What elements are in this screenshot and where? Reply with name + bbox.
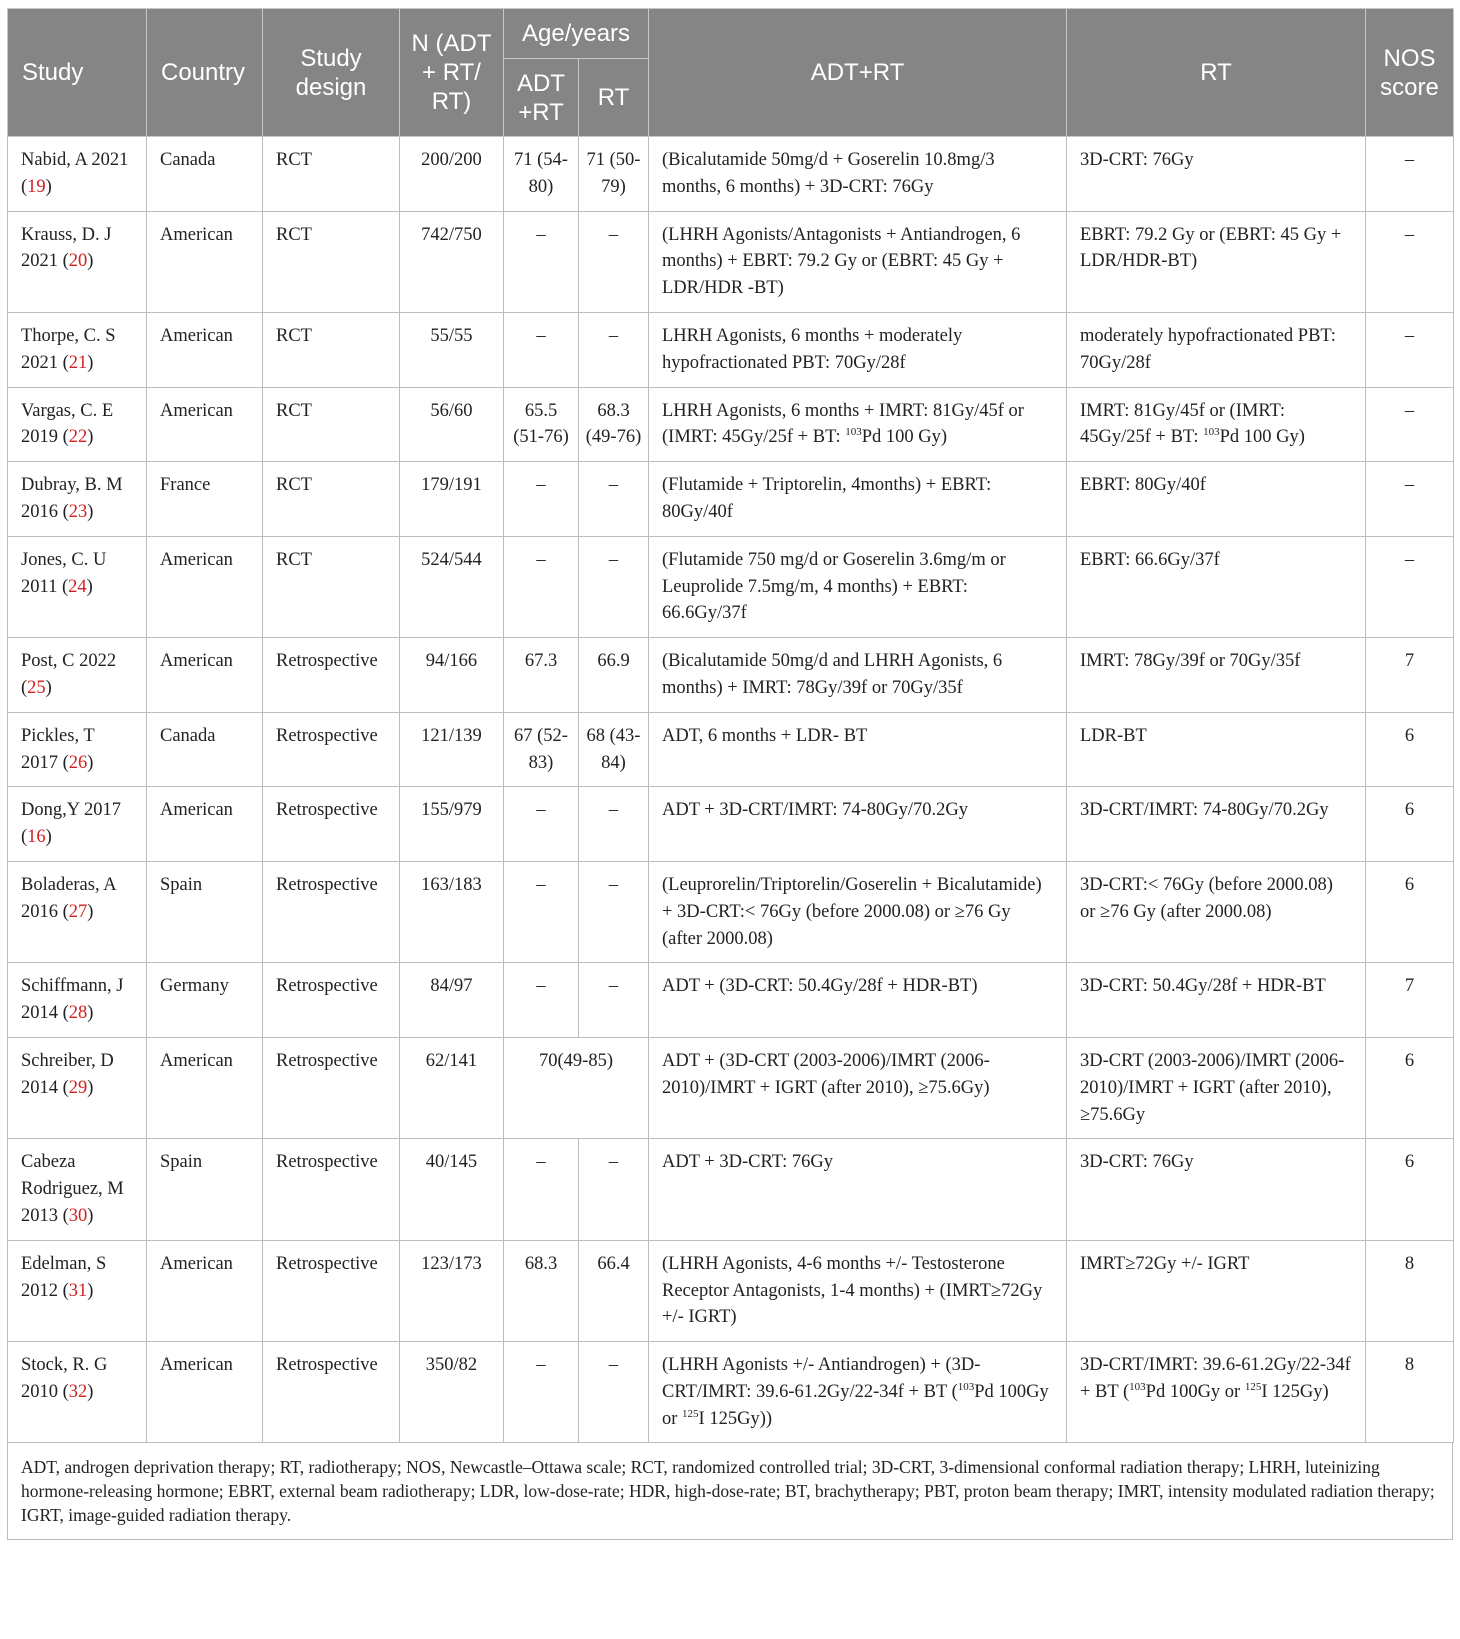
cell-age-adt-rt: –	[504, 462, 579, 537]
cell-adt-rt-regimen: ADT + (3D-CRT (2003-2006)/IMRT (2006-2010)/IMRT + IGRT (after 2010), ≥75.6Gy)	[649, 1037, 1067, 1138]
cell-age-rt: 68 (43-84)	[579, 712, 649, 787]
cell-age-adt-rt: –	[504, 1342, 579, 1443]
cell-n: 123/173	[400, 1240, 504, 1341]
header-row-1	[8, 9, 1454, 59]
cell-n: 524/544	[400, 536, 504, 637]
cell-country: American	[147, 211, 263, 312]
cell-rt-regimen: 3D-CRT:< 76Gy (before 2000.08) or ≥76 Gy (after 2000.08)	[1067, 861, 1366, 962]
cell-adt-rt-regimen: LHRH Agonists, 6 months + IMRT: 81Gy/45f or (IMRT: 45Gy/25f + BT: $^{103}$Pd 100 Gy)	[649, 387, 1067, 462]
cell-study-design: RCT	[263, 387, 400, 462]
cell-study-design: RCT	[263, 462, 400, 537]
cell-rt-regimen: IMRT: 78Gy/39f or 70Gy/35f	[1067, 638, 1366, 713]
table-row	[8, 712, 1454, 787]
cell-rt-regimen: 3D-CRT/IMRT: 39.6-61.2Gy/22-34f + BT ($^{103}$Pd 100Gy or $^{125}$I 125Gy)	[1067, 1342, 1366, 1443]
cell-nos-score: 6	[1366, 712, 1454, 787]
cell-adt-rt-regimen: LHRH Agonists, 6 months + moderately hypofractionated PBT: 70Gy/28f	[649, 312, 1067, 387]
cell-n: 350/82	[400, 1342, 504, 1443]
cell-nos-score: 7	[1366, 638, 1454, 713]
reference-link[interactable]: 25	[27, 677, 46, 698]
cell-n: 40/145	[400, 1139, 504, 1240]
cell-age-adt-rt: 67 (52-83)	[504, 712, 579, 787]
study-name: Stock, R. G 2010	[21, 1355, 108, 1402]
study-name: Dubray, B. M 2016	[21, 475, 123, 522]
header-age: Age/years	[504, 9, 649, 59]
cell-rt-regimen: 3D-CRT (2003-2006)/IMRT (2006-2010)/IMRT + IGRT (after 2010), ≥75.6Gy	[1067, 1037, 1366, 1138]
cell-nos-score: –	[1366, 211, 1454, 312]
cell-country: Germany	[147, 963, 263, 1038]
study-name: Edelman, S 2012	[21, 1253, 107, 1301]
cell-age-merged: 70(49-85)	[504, 1037, 649, 1138]
study-name: Cabeza Rodriguez, M 2013	[21, 1152, 124, 1226]
study-name: Jones, C. U 2011	[21, 549, 107, 597]
cell-country: Canada	[147, 137, 263, 212]
cell-rt-regimen: moderately hypofractionated PBT: 70Gy/28f	[1067, 312, 1366, 387]
cell-n: 200/200	[400, 137, 504, 212]
cell-nos-score: –	[1366, 312, 1454, 387]
header-age-adt-rt: ADT +RT	[504, 59, 579, 137]
cell-nos-score: 6	[1366, 787, 1454, 862]
cell-n: 163/183	[400, 861, 504, 962]
cell-age-rt: –	[579, 1139, 649, 1240]
reference-link[interactable]: 24	[68, 576, 87, 597]
cell-age-rt: –	[579, 963, 649, 1038]
reference-link[interactable]: 30	[68, 1205, 88, 1226]
table-body	[8, 137, 1454, 1443]
cell-age-rt: 66.9	[579, 638, 649, 713]
cell-adt-rt-regimen: (Flutamide 750 mg/d or Goserelin 3.6mg/m or Leuprolide 7.5mg/m, 4 months) + EBRT: 66.6Gy/37f	[649, 536, 1067, 637]
cell-study: Stock, R. G 2010 (32)	[8, 1342, 147, 1443]
study-name: Pickles, T 2017	[21, 725, 95, 773]
cell-age-adt-rt: 68.3	[504, 1240, 579, 1341]
cell-study-design: Retrospective	[263, 963, 400, 1038]
cell-study: Boladeras, A 2016 (27)	[8, 861, 147, 962]
reference-link[interactable]: 29	[68, 1077, 88, 1098]
cell-age-rt: 71 (50-79)	[579, 137, 649, 212]
cell-age-adt-rt: 67.3	[504, 638, 579, 713]
cell-n: 84/97	[400, 963, 504, 1038]
cell-age-adt-rt: –	[504, 312, 579, 387]
cell-adt-rt-regimen: (LHRH Agonists +/- Antiandrogen) + (3D-CRT/IMRT: 39.6-61.2Gy/22-34f + BT ($^{103}$Pd 100Gy or $^{125}$I 125Gy))	[649, 1342, 1067, 1443]
table-row	[8, 312, 1454, 387]
cell-study: Jones, C. U 2011 (24)	[8, 536, 147, 637]
reference-link[interactable]: 31	[68, 1280, 88, 1301]
cell-study-design: Retrospective	[263, 1139, 400, 1240]
cell-rt-regimen: 3D-CRT: 76Gy	[1067, 137, 1366, 212]
cell-study-design: RCT	[263, 137, 400, 212]
cell-study: Pickles, T 2017 (26)	[8, 712, 147, 787]
cell-age-rt: –	[579, 462, 649, 537]
cell-adt-rt-regimen: ADT + (3D-CRT: 50.4Gy/28f + HDR-BT)	[649, 963, 1067, 1038]
cell-study: Cabeza Rodriguez, M 2013 (30)	[8, 1139, 147, 1240]
cell-age-rt: –	[579, 211, 649, 312]
cell-rt-regimen: 3D-CRT: 76Gy	[1067, 1139, 1366, 1240]
cell-study: Dubray, B. M 2016 (23)	[8, 462, 147, 537]
study-name: Post, C 2022	[21, 651, 117, 672]
cell-age-adt-rt: 65.5 (51-76)	[504, 387, 579, 462]
reference-link[interactable]: 28	[68, 1003, 88, 1024]
study-name: Schreiber, D 2014	[21, 1050, 114, 1098]
cell-adt-rt-regimen: (LHRH Agonists, 4-6 months +/- Testosterone Receptor Antagonists, 1-4 months) + (IMRT≥72Gy +/- IGRT)	[649, 1240, 1067, 1341]
study-name: Nabid, A 2021	[21, 150, 129, 170]
cell-study-design: RCT	[263, 312, 400, 387]
reference-link[interactable]: 23	[68, 501, 88, 522]
cell-country: France	[147, 462, 263, 537]
cell-age-adt-rt: –	[504, 963, 579, 1038]
cell-adt-rt-regimen: (Bicalutamide 50mg/d and LHRH Agonists, 6 months) + IMRT: 78Gy/39f or 70Gy/35f	[649, 638, 1067, 713]
cell-n: 155/979	[400, 787, 504, 862]
cell-age-adt-rt: 71 (54-80)	[504, 137, 579, 212]
cell-country: American	[147, 312, 263, 387]
table-row	[8, 1240, 1454, 1341]
cell-adt-rt-regimen: (LHRH Agonists/Antagonists + Antiandrogen, 6 months) + EBRT: 79.2 Gy or (EBRT: 45 Gy + LDR/HDR -BT)	[649, 211, 1067, 312]
cell-age-rt: –	[579, 536, 649, 637]
cell-nos-score: 6	[1366, 861, 1454, 962]
reference-link[interactable]: 32	[68, 1381, 88, 1402]
cell-nos-score: –	[1366, 387, 1454, 462]
cell-study: Vargas, C. E 2019 (22)	[8, 387, 147, 462]
cell-age-rt: 66.4	[579, 1240, 649, 1341]
study-name: Thorpe, C. S 2021	[21, 325, 116, 373]
table-row	[8, 787, 1454, 862]
header-adt-rt: ADT+RT	[649, 9, 1067, 137]
cell-country: American	[147, 787, 263, 862]
reference-link[interactable]: 19	[27, 176, 46, 197]
cell-n: 121/139	[400, 712, 504, 787]
header-age-rt: RT	[579, 59, 649, 137]
cell-rt-regimen: 3D-CRT: 50.4Gy/28f + HDR-BT	[1067, 963, 1366, 1038]
cell-age-rt: –	[579, 1342, 649, 1443]
cell-country: American	[147, 1037, 263, 1138]
cell-study: Krauss, D. J 2021 (20)	[8, 211, 147, 312]
cell-nos-score: 8	[1366, 1240, 1454, 1341]
cell-age-adt-rt: –	[504, 861, 579, 962]
cell-study-design: Retrospective	[263, 712, 400, 787]
cell-adt-rt-regimen: ADT, 6 months + LDR- BT	[649, 712, 1067, 787]
study-characteristics-table	[7, 8, 1454, 1443]
cell-n: 179/191	[400, 462, 504, 537]
table-row	[8, 638, 1454, 713]
cell-study-design: Retrospective	[263, 861, 400, 962]
cell-study: Thorpe, C. S 2021 (21)	[8, 312, 147, 387]
header-study-design: Study design	[263, 9, 400, 137]
cell-n: 62/141	[400, 1037, 504, 1138]
reference-link[interactable]: 20	[68, 251, 88, 272]
table-row	[8, 387, 1454, 462]
cell-country: Spain	[147, 1139, 263, 1240]
cell-study: Dong,Y 2017 (16)	[8, 787, 147, 862]
header-nos-score: NOS score	[1366, 9, 1454, 137]
table-row	[8, 462, 1454, 537]
cell-age-adt-rt: –	[504, 1139, 579, 1240]
cell-nos-score: 8	[1366, 1342, 1454, 1443]
table-row	[8, 861, 1454, 962]
cell-country: Canada	[147, 712, 263, 787]
cell-study-design: Retrospective	[263, 1240, 400, 1341]
cell-age-rt: 68.3 (49-76)	[579, 387, 649, 462]
cell-study-design: Retrospective	[263, 1037, 400, 1138]
cell-study: Nabid, A 2021 (19)	[8, 137, 147, 212]
cell-n: 94/166	[400, 638, 504, 713]
cell-study-design: Retrospective	[263, 1342, 400, 1443]
cell-age-adt-rt: –	[504, 787, 579, 862]
cell-nos-score: –	[1366, 536, 1454, 637]
table-row	[8, 211, 1454, 312]
cell-age-rt: –	[579, 787, 649, 862]
cell-nos-score: –	[1366, 137, 1454, 212]
cell-n: 56/60	[400, 387, 504, 462]
cell-country: American	[147, 1342, 263, 1443]
cell-age-rt: –	[579, 861, 649, 962]
cell-nos-score: –	[1366, 462, 1454, 537]
cell-rt-regimen: IMRT: 81Gy/45f or (IMRT: 45Gy/25f + BT: $^{103}$Pd 100 Gy)	[1067, 387, 1366, 462]
study-name: Krauss, D. J 2021	[21, 224, 112, 272]
cell-study: Edelman, S 2012 (31)	[8, 1240, 147, 1341]
table-footnote: ADT, androgen deprivation therapy; RT, radiotherapy; NOS, Newcastle–Ottawa scale; RCT, randomized controlled trial; 3D-CRT, 3-dimensional conformal radiation therapy; LHRH, luteinizing hormone-releasing hormone; EBRT, external beam radiotherapy; LDR, low-dose-rate; HDR, high-dose-rate; BT, brachytherapy; PBT, proton beam therapy; IMRT, intensity modulated radiation therapy; IGRT, image-guided radiation therapy.	[7, 1443, 1453, 1540]
table-row	[8, 1037, 1454, 1138]
table-row	[8, 1342, 1454, 1443]
cell-age-adt-rt: –	[504, 536, 579, 637]
cell-rt-regimen: EBRT: 66.6Gy/37f	[1067, 536, 1366, 637]
table-row	[8, 536, 1454, 637]
cell-n: 742/750	[400, 211, 504, 312]
cell-n: 55/55	[400, 312, 504, 387]
cell-adt-rt-regimen: (Bicalutamide 50mg/d + Goserelin 10.8mg/3 months, 6 months) + 3D-CRT: 76Gy	[649, 137, 1067, 212]
cell-adt-rt-regimen: (Flutamide + Triptorelin, 4months) + EBRT: 80Gy/40f	[649, 462, 1067, 537]
reference-link[interactable]: 16	[27, 827, 46, 848]
header-country: Country	[147, 9, 263, 137]
cell-rt-regimen: EBRT: 80Gy/40f	[1067, 462, 1366, 537]
reference-link[interactable]: 21	[68, 352, 88, 373]
reference-link[interactable]: 26	[68, 752, 88, 773]
cell-rt-regimen: 3D-CRT/IMRT: 74-80Gy/70.2Gy	[1067, 787, 1366, 862]
study-name: Boladeras, A 2016	[21, 874, 116, 922]
cell-rt-regimen: IMRT≥72Gy +/- IGRT	[1067, 1240, 1366, 1341]
reference-link[interactable]: 22	[68, 427, 88, 448]
cell-nos-score: 6	[1366, 1139, 1454, 1240]
cell-country: American	[147, 1240, 263, 1341]
cell-adt-rt-regimen: (Leuprorelin/Triptorelin/Goserelin + Bicalutamide) + 3D-CRT:< 76Gy (before 2000.08) or ≥76 Gy (after 2000.08)	[649, 861, 1067, 962]
cell-adt-rt-regimen: ADT + 3D-CRT: 76Gy	[649, 1139, 1067, 1240]
header-n: N (ADT + RT/ RT)	[400, 9, 504, 137]
study-characteristics-table-container	[7, 8, 1453, 1540]
cell-study-design: Retrospective	[263, 787, 400, 862]
cell-age-adt-rt: –	[504, 211, 579, 312]
cell-nos-score: 7	[1366, 963, 1454, 1038]
cell-rt-regimen: LDR-BT	[1067, 712, 1366, 787]
cell-rt-regimen: EBRT: 79.2 Gy or (EBRT: 45 Gy + LDR/HDR-BT)	[1067, 211, 1366, 312]
cell-country: Spain	[147, 861, 263, 962]
table-row	[8, 1139, 1454, 1240]
cell-country: American	[147, 638, 263, 713]
header-study: Study	[8, 9, 147, 137]
cell-study-design: RCT	[263, 211, 400, 312]
cell-study-design: RCT	[263, 536, 400, 637]
cell-nos-score: 6	[1366, 1037, 1454, 1138]
study-name: Schiffmann, J 2014	[21, 976, 124, 1024]
cell-country: American	[147, 387, 263, 462]
table-row	[8, 963, 1454, 1038]
reference-link[interactable]: 27	[68, 901, 88, 922]
cell-study-design: Retrospective	[263, 638, 400, 713]
cell-adt-rt-regimen: ADT + 3D-CRT/IMRT: 74-80Gy/70.2Gy	[649, 787, 1067, 862]
table-row	[8, 137, 1454, 212]
study-name: Vargas, C. E 2019	[21, 400, 114, 448]
cell-study: Post, C 2022 (25)	[8, 638, 147, 713]
header-rt: RT	[1067, 9, 1366, 137]
cell-study: Schreiber, D 2014 (29)	[8, 1037, 147, 1138]
cell-age-rt: –	[579, 312, 649, 387]
cell-study: Schiffmann, J 2014 (28)	[8, 963, 147, 1038]
cell-country: American	[147, 536, 263, 637]
study-name: Dong,Y 2017	[21, 800, 122, 821]
